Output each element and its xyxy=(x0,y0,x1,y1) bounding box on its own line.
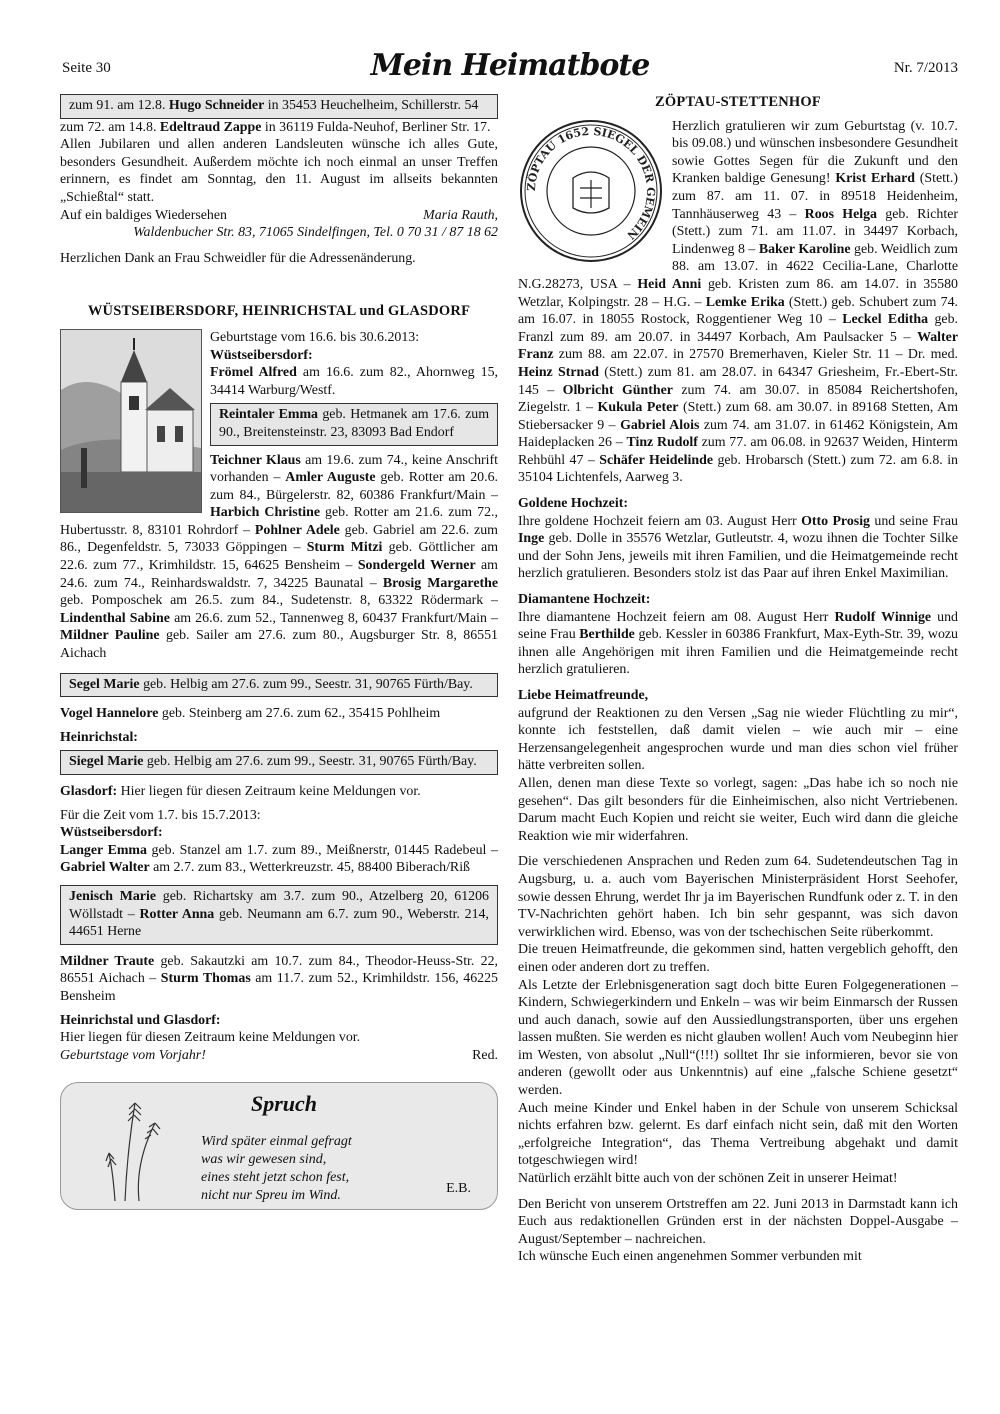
birthday-list: Teichner Klaus am 19.6. zum 74., keine Anschrift vorhanden – Amler Auguste geb. Rotter am 20.6. zum 84., Bürgelerstr. 82, 60386 Frankfurt/Main – Harbich Christine geb. Rotter am 21.6. zum 72., Hubertusstr. 8, 83101 Rohrdorf – Pohlner Adele geb. Gabriel am 22.6. zum 86., Degenfeldstr. 5, 73033 Göppingen – Sturm Mitzi geb. Göttlicher am 22.6. zum 77., Krimhildstr. 15, 64625 Bensheim – Sondergeld Werner am 24.6. zum 74., Reinhardswaldstr. 7, 34225 Baunatal – Brosig Margarethe geb. Pomposchek am 26.5. zum 84., Sudetenstr. 8, 63322 Rödermark – Lindenthal Sabine am 26.6. zum 52., Tannenweg 8, 60437 Frankfurt/Main – Mildner Pauline geb. Sailer am 27.6. zum 80., Augsburger Str. 8, 86551 Aichach xyxy=(60,452,499,662)
subheading: Liebe Heimatfreunde, xyxy=(518,688,649,703)
church-photo xyxy=(60,329,202,513)
masthead-logo: Mein Heimatbote xyxy=(370,48,650,83)
subheading: Goldene Hochzeit: xyxy=(518,496,628,512)
signature-address: Waldenbucher Str. 83, 71065 Sindelfingen, Tel. 0 70 31 / 87 18 62 xyxy=(133,225,498,241)
birthday-box: Jenisch Marie geb. Richartsky am 3.7. zum 90., Atzelberg 20, 61206 Wöllstadt – Rotter Anna geb. Neumann am 6.7. zum 90., Weberstr. 214, 44651 Herne xyxy=(60,885,498,945)
wheat-icon xyxy=(105,1093,175,1203)
subheading: Diamantene Hochzeit: xyxy=(518,592,651,608)
signature-line: Auf ein baldiges Wiedersehen Maria Rauth, xyxy=(60,207,498,223)
paragraph: Ihre diamantene Hochzeit feiern am 08. August Herr Rudolf Winnige und seine Frau Berthilde geb. Kessler in 60386 Frankfurt, Max-Eyth-Str. 39, wozu ihnen alle Angehörigen mit ihren Familien und die Heimatgemeinde recht herzlich gratulieren. xyxy=(518,609,958,678)
subheading: Wüstseibersdorf: xyxy=(60,825,163,841)
subheading: Wüstseibersdorf: xyxy=(210,347,313,363)
paragraph: Allen Jubilaren und allen anderen Landsleuten wünsche ich alles Gute, besonders Gesundheit. Außerdem möchte ich noch einmal an unser Treffen erinnern, es findet am Sonntag, den 11. August im allseits bekannten „Schießtal“ statt. xyxy=(60,137,498,205)
paragraph: Allen, denen man diese Texte so vorlegt, sagen: „Das habe ich so noch nie gesehen“. Das gilt besonders für die Einheimischen, also nicht Vertriebenen. Darum macht Euch Kopien und reicht sie weiter, Euch wird dann die gleiche Reaktion wie mir widerfahren. xyxy=(518,775,958,844)
page-number: Seite 30 xyxy=(62,60,111,76)
birthday-box: Reintaler Emma geb. Hetmanek am 17.6. zum 90., Breitensteinstr. 23, 83093 Bad Endorf xyxy=(210,403,498,445)
paragraph: Mildner Traute geb. Sakautzki am 10.7. zum 84., Theodor-Heuss-Str. 22, 86551 Aichach – Sturm Thomas am 11.7. zum 52., Krimhildstr. 156, 46225 Bensheim xyxy=(60,953,498,1004)
period-label: Für die Zeit vom 1.7. bis 15.7.2013: xyxy=(60,807,261,823)
subheading: Heinrichstal: xyxy=(60,729,138,745)
paragraph: Auch meine Kinder und Enkel haben in der Schule von unserem Schicksal nichts erfahren bzw. gelernt. Es darf einfach nicht sein, daß mit den Worten „erfolgreiche Integration“, das Thema Vertreibung abgehakt und damit totgeschwiegen wird! xyxy=(518,1100,958,1169)
editor-note: Geburtstage vom Vorjahr! Red. xyxy=(60,1047,498,1063)
svg-text:ZÖPTAU 1652 SIEGEL DER GEMEIN: ZÖPTAU 1652 SIEGEL DER GEMEIN xyxy=(524,124,658,242)
paragraph: Vogel Hannelore geb. Steinberg am 27.6. zum 62., 35415 Pohlheim xyxy=(60,706,441,722)
birthday-box: Siegel Marie geb. Helbig am 27.6. zum 99., Seestr. 31, 90765 Fürth/Bay. xyxy=(60,750,498,775)
paragraph: Glasdorf: Hier liegen für diesen Zeitraum keine Meldungen vor. xyxy=(60,784,421,799)
issue-number: Nr. 7/2013 xyxy=(893,60,958,76)
paragraph: Ich wünsche Euch einen angenehmen Sommer verbunden mit xyxy=(518,1249,862,1265)
paragraph: Den Bericht von unserem Ortstreffen am 22. Juni 2013 in Darmstadt kann ich Euch aus redaktionellen Gründen erst in der nächsten Doppel-Ausgabe – August/September – nachreichen. xyxy=(518,1196,958,1247)
paragraph: Hier liegen für diesen Zeitraum keine Meldungen vor. xyxy=(60,1030,361,1046)
spruch-title: Spruch xyxy=(251,1091,318,1117)
paragraph: aufgrund der Reaktionen zu den Versen „Sag nie wieder Flüchtling zu mir“, konnte ich feststellen, daß damit vielen – wie auch mir – eine Herzensangelegenheit angesprochen wurde und man dies schon viel früher hätte verbreiten sollen. xyxy=(518,705,958,774)
period-label: Geburtstage vom 16.6. bis 30.6.2013: xyxy=(210,329,420,345)
paragraph: Die verschiedenen Ansprachen und Reden zum 64. Sudetendeutschen Tag in Augsburg, u. a. auch vom Bayerischen Ministerpräsident Horst Seehofer, sowie dessen Ehrung, werdet Ihr ja im Bayerischen Rundfunk oder z. T. in den TV-Nachrichten gehört haben. Ich bin sehr gespannt, was sich davon verwirklichen wird. Ebenso, was von der tschechischen Seite rüberkommt. xyxy=(518,854,958,940)
birthday-list: Herzlich gratulieren wir zum Geburtstag (v. 10.7. bis 09.08.) und wünschen insbesondere Gesundheit sowie Gottes Segen für die Zukunft und den Kranken baldige Genesung! Krist Erhard (Stett.) zum 87. am 11. 07. in 89518 Heidenheim, Tannhäuserweg 43 – Roos Helga geb. Richter (Stett.) zum 71. am 11.07. in 34497 Korbach, Lindenweg 8 – Baker Karoline geb. Weidlich zum 88. am 13.07. in 4622 Cecilia-Lane, Charlotte N.G.28273, USA – Heid Anni geb. Kristen zum 86. am 14.07. in 35580 Wetzlar, Kolpingstr. 28 – H.G. – Lemke Erika (Stett.) geb. Schubert zum 74. am 16.07. in 18055 Rostock, Roggentiener Weg 10 – Leckel Editha geb. Franzl zum 89. am 20.07. in 34497 Korbach, Am Paulsacker 5 – Walter Franz zum 88. am 22.07. in 27570 Bremerhaven, Kieler Str. 11 – Dr. med. Heinz Strnad (Stett.) zum 81. am 28.07. in 64347 Griesheim, Fr.-Ebert-Str. 145 – Olbricht Günther zum 74. am 30.07. in 85084 Reichertshofen, Ziegelstr. 1 – Kukula Peter (Stett.) zum 68. am 30.07. in 89168 Stetten, Am Stiebersacker 9 – Gabriel Alois zum 74. am 31.07. in 61462 Königstein, Am Haideplacken 26 – Tinz Rudolf zum 77. am 06.08. in 92637 Weiden, Hinterm Rehbühl 47 – Schäfer Heidelinde geb. Hrobarsch (Stett.) zum 72. am 6.8. in 35104 Lichtenfels, Aarweg 3. xyxy=(518,118,959,486)
paragraph: Langer Emma geb. Stanzel am 1.7. zum 89., Meißnerstr, 01445 Radebeul – Gabriel Walter am 2.7. zum 83., Wetterkreuzstr. 45, 88400 Biberach/Riß xyxy=(60,842,498,876)
paragraph: Natürlich erzählt bitte auch von der schönen Zeit in unserer Heimat! xyxy=(518,1171,898,1187)
paragraph: Ihre goldene Hochzeit feiern am 03. August Herr Otto Prosig und seine Frau Inge geb. Dolle in 35576 Wetzlar, Gutleutstr. 4, wozu ihnen die Tochter Silke und der Sohn Jens, jeweils mit ihren Familien, und die Heimatgemeinde recht herzlich gratulieren. Besonders stolz ist das Paar auf ihren Enkel Maximilian. xyxy=(518,513,958,582)
paragraph: Frömel Alfred am 16.6. zum 82., Ahornweg 15, 34414 Warburg/Westf. xyxy=(210,365,499,398)
right-column xyxy=(518,94,958,1266)
subheading: Heinrichstal und Glasdorf: xyxy=(60,1012,221,1028)
spruch-author: E.B. xyxy=(446,1180,471,1196)
birthday-box: zum 91. am 12.8. Hugo Schneider in 35453 Heuchelheim, Schillerstr. 54 xyxy=(60,94,498,119)
birthday-box: Segel Marie geb. Helbig am 27.6. zum 99., Seestr. 31, 90765 Fürth/Bay. xyxy=(60,673,498,698)
section-heading: WÜSTSEIBERSDORF, HEINRICHSTAL und GLASDORF xyxy=(87,303,471,320)
municipal-seal-icon xyxy=(518,118,664,264)
paragraph: zum 72. am 14.8. Edeltraud Zappe in 36119 Fulda-Neuhof, Berliner Str. 17. xyxy=(60,119,491,135)
paragraph: Herzlichen Dank an Frau Schweidler für die Adressenänderung. xyxy=(60,250,416,266)
paragraph: Die treuen Heimatfreunde, die gekommen sind, hatten vergeblich gehofft, den einen oder anderen dort zu treffen. xyxy=(518,942,958,975)
section-heading: ZÖPTAU-STETTENHOF xyxy=(655,94,821,110)
paragraph: Als Letzte der Erlebnisgeneration sagt doch bitte Euren Folgegenerationen – Kindern, Schwiegerkindern und Enkeln – was wir beim Einmarsch der Russen und auch danach, sowie auf den Aussiedlungstransporten, über uns ergehen lassen mußten. Sie werden es nicht glauben wollen! Auch vom Neubeginn hier im Westen, von absolut „Null“(!!!) solltet Ihr sie informieren, bevor sie von anderen (gewollt oder aus Unkenntnis) auf eine „falsche Schiene gesetzt“ werden. xyxy=(518,977,958,1099)
left-column xyxy=(60,94,498,1210)
spruch-verse: Wird später einmal gefragt was wir gewesen sind, eines steht jetzt schon fest, nicht nur Spreu im Wind. xyxy=(201,1134,352,1204)
page-header xyxy=(62,48,958,88)
spruch-box xyxy=(60,1082,498,1210)
